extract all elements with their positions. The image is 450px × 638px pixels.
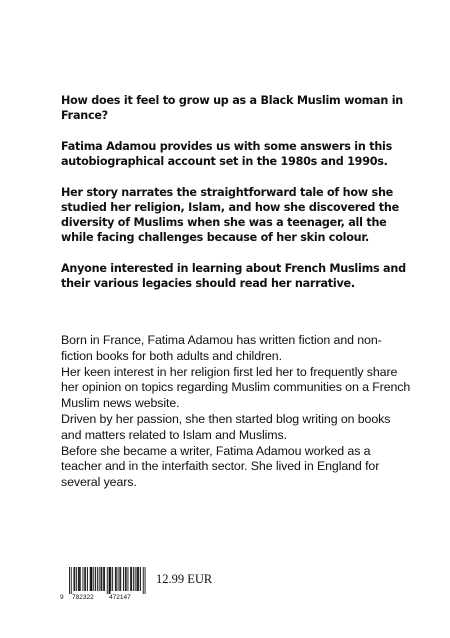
bio-blogging: Driven by her passion, she then started blog writing on books and matters related to Islam and Muslims.: [61, 411, 391, 442]
barcode-bar: [76, 567, 77, 591]
blurb-recommendation: Anyone interested in learning about French Muslims and their various legacies should read her narrative.: [61, 262, 406, 291]
barcode-bar: [74, 567, 75, 591]
barcode-graphic: [59, 566, 149, 600]
barcode-digits-right: 472147: [109, 594, 131, 600]
barcode-bar: [143, 567, 144, 594]
isbn-barcode: [59, 566, 149, 600]
barcode-bar: [80, 567, 81, 591]
barcode-bar: [119, 567, 120, 591]
barcode-bar: [118, 567, 119, 591]
barcode-bar: [133, 567, 134, 591]
barcode-bar: [97, 567, 98, 591]
author-bio: [61, 333, 411, 491]
barcode-bar: [140, 567, 141, 591]
barcode-bar: [104, 567, 105, 591]
barcode-bar: [103, 567, 104, 591]
barcode-bar: [128, 567, 129, 591]
bio-birth: Born in France, Fatima Adamou has written fiction and non-fiction books for both adults and children.: [61, 333, 382, 363]
blurb-intro: Fatima Adamou provides us with some answers in this autobiographical account set in the 1980s and 1990s.: [61, 139, 393, 169]
barcode-bar: [93, 567, 94, 591]
barcode-bar: [101, 567, 102, 591]
barcode-bar: [138, 567, 139, 591]
barcode-bar: [112, 567, 113, 591]
barcode-bar: [90, 567, 91, 591]
barcode-bar: [87, 567, 88, 591]
barcode-bar: [99, 567, 100, 591]
barcode-bar: [95, 567, 96, 591]
barcode-bar: [145, 567, 146, 594]
barcode-bar: [78, 567, 79, 591]
barcode-bar: [130, 567, 131, 591]
barcode-bar: [69, 567, 70, 594]
barcode-bar: [123, 567, 124, 591]
barcode-bar: [74, 567, 75, 591]
barcode-bar: [109, 567, 110, 594]
barcode-digits-left: 782322: [72, 594, 94, 600]
barcode-bar: [120, 567, 121, 591]
barcode-bar: [91, 567, 92, 591]
barcode-bar: [83, 567, 84, 591]
barcode-digit-first: 9: [60, 594, 64, 600]
barcode-bar: [125, 567, 126, 591]
barcode-bar: [79, 567, 80, 591]
barcode-bar: [84, 567, 85, 591]
price-label: 12.99 EUR: [156, 572, 213, 586]
barcode-bar: [137, 567, 138, 591]
barcode-bar: [92, 567, 93, 591]
barcode-bar: [116, 567, 117, 591]
barcode-bar: [115, 567, 116, 591]
blurb-question: How does it feel to grow up as a Black Muslim woman in France?: [61, 94, 403, 123]
bio-career: Before she became a writer, Fatima Adamou worked as a teacher and in the interfaith sector. She lived in England for several years.: [61, 443, 380, 490]
barcode-bar: [101, 567, 102, 591]
barcode-bar: [85, 567, 86, 591]
barcode-bar: [107, 567, 108, 594]
bio-interest: Her keen interest in her religion first led her to frequently share her opinion on topics regarding Muslim communities on a French Muslim news website.: [61, 364, 411, 411]
blurb-story: Her story narrates the straightforward tale of how she studied her religion, Islam, and how she discovered the diversity of Muslims when she was a teenager, all the while facing challenges because of her skin colour.: [61, 185, 399, 245]
barcode-bar: [131, 567, 132, 591]
barcode-bar: [110, 567, 111, 591]
barcode-bar: [135, 567, 136, 591]
barcode-bar: [110, 567, 111, 594]
barcode-bar: [71, 567, 72, 594]
barcode-bar: [126, 567, 127, 591]
barcode-bar: [137, 567, 138, 591]
back-cover-blurb: [61, 93, 406, 307]
